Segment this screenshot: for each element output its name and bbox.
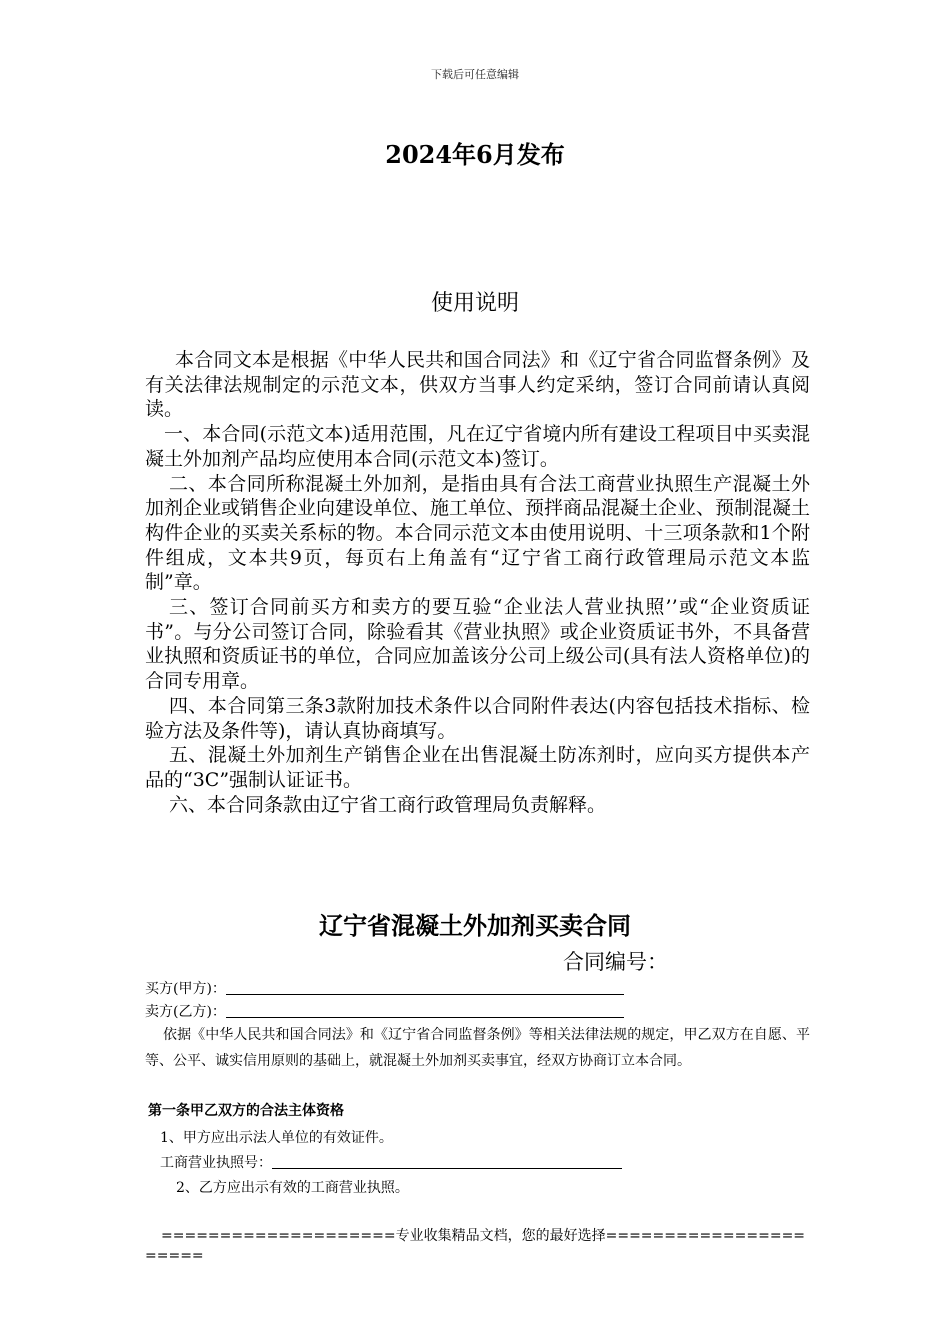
license-blank[interactable] — [272, 1154, 622, 1169]
buyer-blank[interactable] — [226, 980, 624, 995]
seller-label: 卖方(乙方)： — [145, 1004, 226, 1020]
clause-1: 1、甲方应出示法人单位的有效证件。 — [160, 1130, 393, 1146]
release-date: 2024年6月发布 — [385, 140, 565, 169]
buyer-label: 买方(甲方)： — [145, 981, 226, 997]
contract-title: 辽宁省混凝土外加剂买卖合同 — [319, 911, 631, 940]
usage-paragraph-3: 三、签订合同前买方和卖方的要互验“企业法人营业执照’’或“企业资质证书”。与分公司签订合同，除验看其《营业执照》或企业资质证书外，不具备营业执照和资质证书的单位，合同应加盖该分公司上级公司(具有法人资格单位)的合同专用章。 — [145, 596, 810, 693]
license-line — [160, 1152, 622, 1172]
contract-intro: 依据《中华人民共和国合同法》和《辽宁省合同监督条例》等相关法律法规的规定，甲乙双方在自愿、平等、公平、诚实信用原则的基础上，就混凝土外加剂买卖事宜，经双方协商订立本合同。 — [145, 1027, 810, 1069]
header-note: 下载后可任意编辑 — [431, 68, 519, 81]
buyer-line — [145, 978, 624, 998]
usage-paragraph-1: 一、本合同(示范文本)适用范围，凡在辽宁省境内所有建设工程项目中买卖混凝土外加剂产品均应使用本合同(示范文本)签订。 — [145, 423, 810, 470]
usage-paragraph-5: 五、混凝土外加剂生产销售企业在出售混凝土防冻剂时，应向买方提供本产品的“3C”强制认证证书。 — [145, 744, 810, 791]
usage-body — [145, 348, 810, 817]
seller-blank[interactable] — [226, 1003, 624, 1018]
usage-title: 使用说明 — [430, 291, 519, 316]
seller-line — [145, 1001, 624, 1021]
usage-paragraph-2: 二、本合同所称混凝土外加剂，是指由具有合法工商营业执照生产混凝土外加剂企业或销售企业向建设单位、施工单位、预拌商品混凝土企业、预制混凝土构件企业的买卖关系标的物。本合同示范文本由使用说明、十三项条款和1个附件组成，文本共9页，每页右上角盖有“辽宁省工商行政管理局示范文本监制”章。 — [145, 472, 811, 594]
usage-paragraph-intro: 本合同文本是根据《中华人民共和国合同法》和《辽宁省合同监督条例》及有关法律法规制定的示范文本，供双方当事人约定采纳，签订合同前请认真阅读。 — [145, 349, 810, 421]
usage-paragraph-6: 六、本合同条款由辽宁省工商行政管理局负责解释。 — [169, 793, 607, 816]
clause-2: 2、乙方应出示有效的工商营业执照。 — [176, 1180, 409, 1196]
usage-paragraph-4: 四、本合同第三条3款附加技术条件以合同附件表达(内容包括技术指标、检验方法及条件等)，请认真协商填写。 — [145, 694, 810, 742]
article-1-title: 第一条甲乙双方的合法主体资格 — [148, 1103, 344, 1119]
license-label: 工商营业执照号： — [160, 1155, 272, 1171]
footer-banner: ====================专业收集精品文档，您的最好选择====================== — [145, 1228, 806, 1264]
contract-number-label: 合同编号： — [563, 950, 668, 974]
